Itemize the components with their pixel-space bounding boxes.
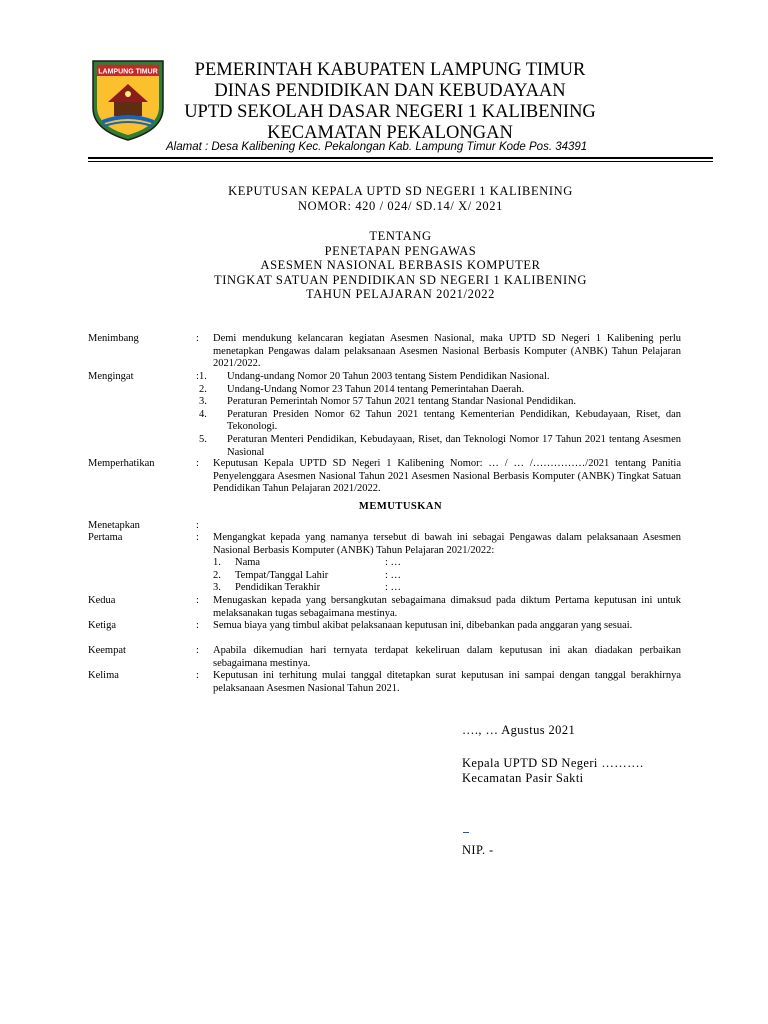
decree-subject-1: PENETAPAN PENGAWAS [324,243,477,258]
pertama-body [213,532,681,595]
header-rule-thin [88,161,713,162]
mengingat-label: Mengingat [88,371,134,382]
decree-subject-block [88,229,713,302]
kelima-text: Keputusan ini terhitung mulai tanggal ditetapkan surat keputusan ini sampai dengan tanggal berakhirnya pelaksanaan Asesmen Nasional Tahun 2021. [213,670,681,694]
lampung-timur-emblem [90,58,166,142]
address: Alamat : Desa Kalibening Kec. Pekalongan Kab. Lampung Timur Kode Pos. 34391 [166,141,588,153]
header-rule-thick [88,157,713,159]
colon: : [196,520,199,531]
ketiga-text: Semua biaya yang timbul akibat pelaksanaan keputusan ini, dibebankan pada anggaran yang sesuai. [213,620,633,631]
mengingat-item: 5. Peraturan Menteri Pendidikan, Kebudayaan, Riset, dan Teknologi Nomor 17 Tahun 2021 tentang Asesmen Nasional [199,433,681,458]
decree-number: NOMOR: 420 / 024/ SD.14/ X/ 2021 [298,198,503,213]
decree-subject-4: TAHUN PELAJARAN 2021/2022 [306,287,495,301]
menimbang-label: Menimbang [88,333,139,344]
memperhatikan-label: Memperhatikan [88,458,155,469]
field-row: 2. Tempat/Tanggal Lahir : … [213,569,402,581]
colon: : [196,458,199,469]
decree-title-block [88,184,713,213]
mengingat-item: 4. Peraturan Presiden Nomor 62 Tahun 2021 tentang Kementerian Pendidikan, Kebudayaan, Riset, dan Tekonologi. [199,408,681,433]
signature-district: Kecamatan Pasir Sakti [462,771,584,785]
signature-nip: NIP. - [462,843,494,857]
keempat-label: Keempat [88,645,126,656]
colon: : [196,670,199,681]
mengingat-item: 3. Peraturan Pemerintah Nomor 57 Tahun 2021 tentang Standar Nasional Pendidikan. [199,396,576,408]
colon: : [196,371,199,382]
mengingat-list [199,371,681,459]
svg-text:LAMPUNG TIMUR: LAMPUNG TIMUR [98,68,158,76]
keempat-text: Apabila dikemudian hari ternyata terdapat kekeliruan dalam keputusan ini akan diadakan perbaikan sebagaimana mestinya. [213,645,681,669]
decree-subject-2: ASESMEN NASIONAL BERBASIS KOMPUTER [260,258,541,272]
mengingat-item: 1. Undang-undang Nomor 20 Tahun 2003 tentang Sistem Pendidikan Nasional. [199,371,550,382]
menimbang-text: Demi mendukung kelancaran kegiatan Asesmen Nasional, maka UPTD SD Negeri 1 Kalibening perlu menetapkan Pengawas dalam pelaksanaan Asesmen Nasional Berbasis Komputer (ANBK) Tahun Pelajaran 2021/2022. [213,333,681,370]
colon: : [196,532,199,543]
colon: : [196,595,199,606]
mengingat-item: 2. Undang-Undang Nomor 23 Tahun 2014 tentang Pemerintahan Daerah. [199,383,525,395]
signature-name-placeholder [463,832,469,833]
kelima-label: Kelima [88,670,119,681]
pertama-text: Mengangkat kepada yang namanya tersebut di bawah ini sebagai Pengawas dalam pelaksanaan Asesmen Nasional Berbasis Komputer (ANBK) Tahun Pelajaran 2021/2022: [213,532,681,556]
kedua-text: Menugaskan kepada yang bersangkutan sebagaimana dimaksud pada diktum Pertama keputusan ini untuk melaksanakan tugas sebagaimana mestinya. [213,595,681,619]
colon: : [196,333,199,344]
kedua-label: Kedua [88,595,116,606]
colon: : [196,645,199,656]
decree-tentang: TENTANG [369,229,432,243]
decree-subject-3: TINGKAT SATUAN PENDIDIKAN SD NEGERI 1 KALIBENING [214,272,587,287]
header-line-2: DINAS PENDIDIKAN DAN KEBUDAYAAN [214,81,566,101]
header-line-4: KECAMATAN PEKALONGAN [267,123,513,143]
field-row: 1. Nama : … [213,557,402,569]
signature-position: Kepala UPTD SD Negeri ………. [462,756,644,770]
pertama-label: Pertama [88,532,123,543]
memperhatikan-text: Keputusan Kepala UPTD SD Negeri 1 Kalibening Nomor: … / … /……………/2021 tentang Panitia Penyelenggara Asesmen Nasional Tahun 2021 Asesmen Nasional Berbasis Komputer (ANBK) Tingkat Satuan Pendidikan Tahun Pelajaran 2021/2022. [213,458,681,495]
ketiga-label: Ketiga [88,620,116,631]
letterhead [170,60,610,144]
header-line-1: PEMERINTAH KABUPATEN LAMPUNG TIMUR [194,60,586,80]
colon: : [196,620,199,631]
menetapkan-label: Menetapkan [88,520,140,531]
field-row: 3. Pendidikan Terakhir : … [213,582,402,594]
decree-title: KEPUTUSAN KEPALA UPTD SD NEGERI 1 KALIBENING [228,184,573,198]
signature-date: …., … Agustus 2021 [462,723,576,737]
memutuskan-heading: MEMUTUSKAN [358,501,443,512]
header-line-3: UPTD SEKOLAH DASAR NEGERI 1 KALIBENING [184,102,596,122]
